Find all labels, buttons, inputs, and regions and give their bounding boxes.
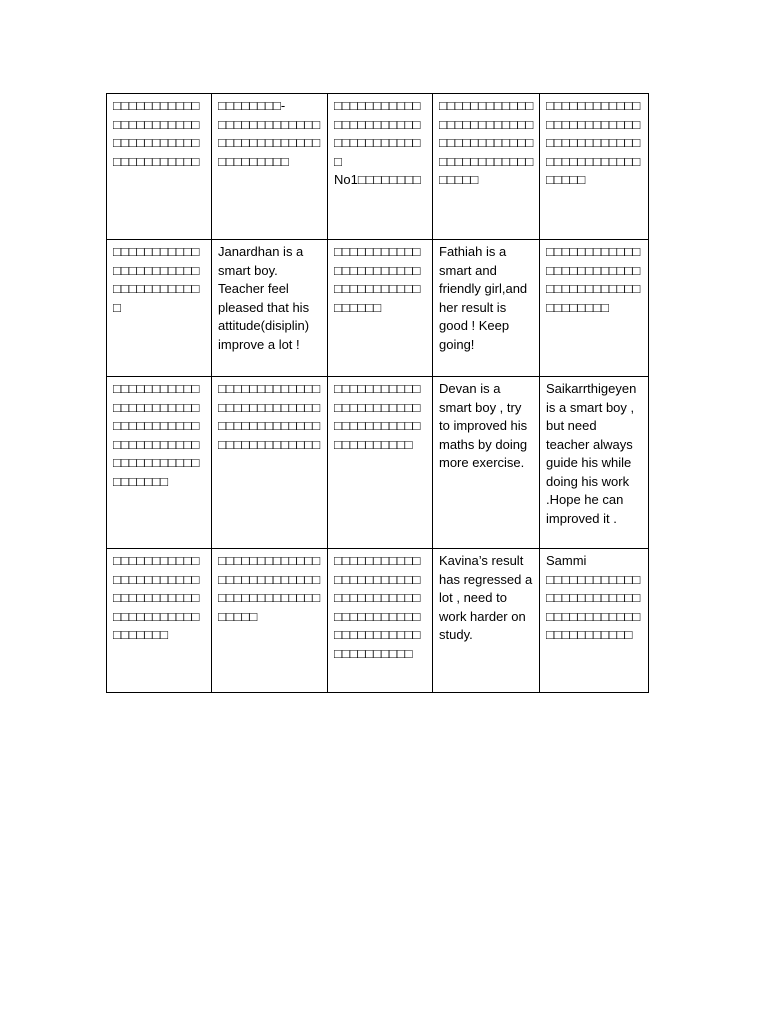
table-row [107,94,649,240]
table-cell [107,94,212,240]
table-row [107,240,649,377]
cell-text: Devan is a smart boy , try to improved his maths by doing more exercise. [439,381,528,470]
cell-text: Kavina’s result has regressed a lot , need to work harder on study. [439,553,533,642]
table-cell [433,549,540,693]
table-cell [540,94,649,240]
table-cell [328,240,433,377]
table-cell [212,377,328,549]
table-cell [212,240,328,377]
cell-text: □□□□□□□□□□□□□□□□□□□□□□□□□□□□□□□□□□ No1□□□□□□□□ [334,98,421,187]
cell-text: □□□□□□□□□□□□□□□□□□□□□□□□□□□□□□□□□□ [113,244,200,315]
table-row [107,549,649,693]
cell-text: □□□□□□□□□□□□□□□□□□□□□□□□□□□□□□□□□□□□□□□□□□□□ [546,244,641,315]
cell-text: □□□□□□□□□□□□□□□□□□□□□□□□□□□□□□□□□□□□□□□□□□□□□□□□□□□□□□□□□□□□□□ [113,381,200,489]
cell-text: □□□□□□□□□□□□□□□□□□□□□□□□□□□□□□□□□□□□□□□□□□□ [334,381,421,452]
table-cell [328,549,433,693]
cell-text: Saikarrthigeyen is a smart boy , but need teacher always guide his while doing his work .Hope he can improved it . [546,381,637,526]
cell-text: Janardhan is a smart boy. Teacher feel pleased that his attitude(disiplin) improve a lot ! [218,244,310,352]
table-cell [212,94,328,240]
cell-text: □□□□□□□□□□□□□□□□□□□□□□□□□□□□□□□□□□□□□□□□□□□□□□□□□□□□□□□□□□□□□□□□□ [334,553,421,661]
table-cell [212,549,328,693]
cell-text: □□□□□□□□-□□□□□□□□□□□□□□□□□□□□□□□□□□□□□□□□□□□ [218,98,321,169]
table-cell [540,377,649,549]
cell-text: □□□□□□□□□□□□□□□□□□□□□□□□□□□□□□□□□□□□□□□ [334,244,421,315]
cell-text: □□□□□□□□□□□□□□□□□□□□□□□□□□□□□□□□□□□□□□□□□□□□□□□□□□□□□ [439,98,534,187]
cell-text: □□□□□□□□□□□□□□□□□□□□□□□□□□□□□□□□□□□□□□□□□□□□□□□□□□□ [113,553,200,642]
table-cell [433,377,540,549]
table-row [107,377,649,549]
table-cell [328,94,433,240]
cell-text: □□□□□□□□□□□□□□□□□□□□□□□□□□□□□□□□□□□□□□□□□□□□□□□□□□□□□ [546,98,641,187]
comments-table [106,93,649,693]
cell-text: Fathiah is a smart and friendly girl,and her result is good ! Keep going! [439,244,528,352]
table-cell [107,549,212,693]
table-cell [540,549,649,693]
table-cell [433,94,540,240]
table-cell [328,377,433,549]
cell-text: □□□□□□□□□□□□□□□□□□□□□□□□□□□□□□□□□□□□□□□□□□□□ [113,98,200,169]
table-cell [433,240,540,377]
cell-text: □□□□□□□□□□□□□□□□□□□□□□□□□□□□□□□□□□□□□□□□□□□□□□□□□□□□ [218,381,321,452]
cell-text: □□□□□□□□□□□□□□□□□□□□□□□□□□□□□□□□□□□□□□□□□□□□ [218,553,321,624]
table-cell [107,240,212,377]
cell-text: Sammi □□□□□□□□□□□□□□□□□□□□□□□□□□□□□□□□□□□□□□□□□□□□□□□ [546,553,641,642]
table-cell [107,377,212,549]
table-cell [540,240,649,377]
